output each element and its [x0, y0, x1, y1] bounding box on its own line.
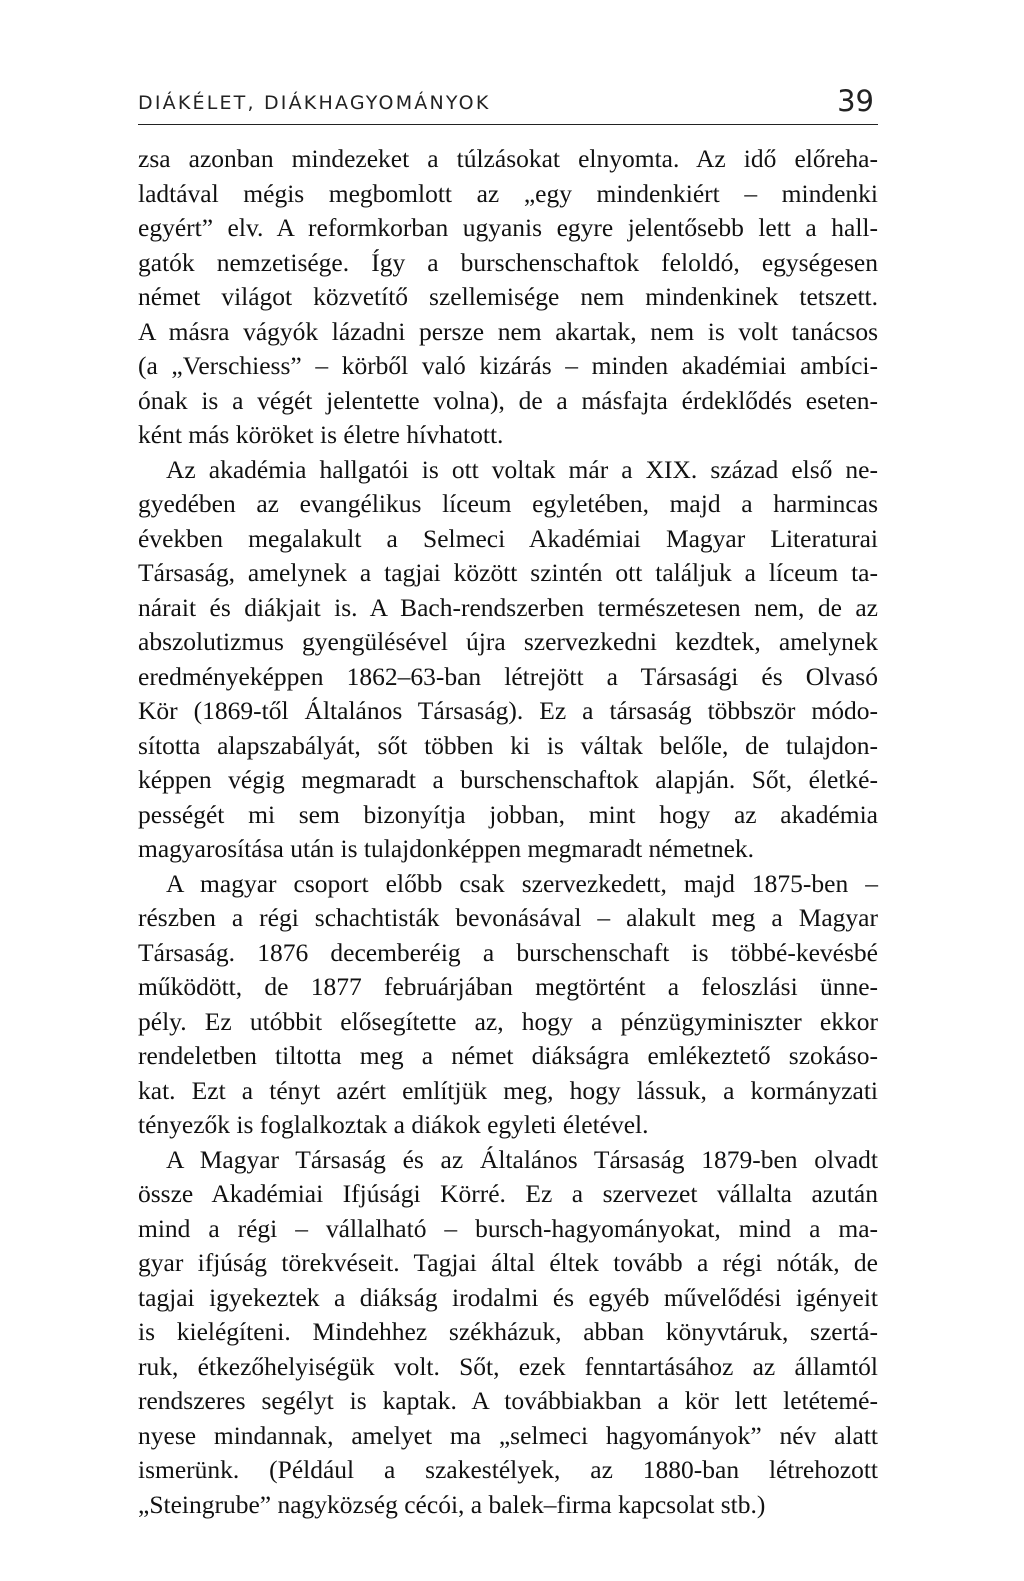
text-line: ladtával mégis megbomlott az „egy mindenkiért – mindenki — [138, 178, 878, 208]
text-line: rendszeres segélyt is kaptak. A továbbiakban a kör lett letétemé- — [138, 1386, 878, 1415]
text-line: ruk, étkezőhelyiségük volt. Sőt, ezek fenntartásához az államtól — [138, 1351, 878, 1381]
text-line: képpen végig megmaradt a burschenschaftok alapján. Sőt, életké- — [138, 765, 878, 794]
text-line: is kielégíteni. Mindehhez székházuk, abban könyvtáruk, szertá- — [138, 1317, 878, 1346]
paragraph — [138, 142, 878, 453]
text-line: német világot közvetítő szellemisége nem mindenkinek tetszett. — [138, 282, 878, 311]
text-line: Társaság, amelynek a tagjai között szintén ott találjuk a líceum ta- — [138, 558, 878, 587]
text-line: A másra vágyók lázadni persze nem akartak, nem is volt tanácsos — [138, 316, 878, 346]
text-line: eredményeképpen 1862–63-ban létrejött a Társasági és Olvasó — [138, 661, 878, 691]
text-line: működött, de 1877 februárjában megtörtént a feloszlási ünne- — [138, 972, 878, 1001]
text-line: ónak is a végét jelentette volna), de a másfajta érdeklődés eseten- — [138, 385, 878, 415]
text-line: magyarosítása után is tulajdonképpen megmaradt németnek. — [138, 834, 755, 863]
text-line: nyese mindannak, amelyet ma „selmeci hagyományok” név alatt — [138, 1420, 878, 1450]
text-line: össze Akadémiai Ifjúsági Körré. Ez a szervezet vállalta azután — [138, 1179, 878, 1208]
text-line: Társaság. 1876 decemberéig a burschenschaft is többé-kevésbé — [138, 937, 878, 967]
text-line: években megalakult a Selmeci Akadémiai Magyar Literaturai — [138, 523, 878, 553]
text-line: tagjai igyekeztek a diákság irodalmi és egyéb művelődési igényeit — [138, 1282, 878, 1312]
running-title: DIÁKÉLET, DIÁKHAGYOMÁNYOK — [138, 92, 491, 114]
text-line: A Magyar Társaság és az Általános Társaság 1879-ben olvadt — [166, 1144, 878, 1174]
text-line: ismerünk. (Például a szakestélyek, az 1880-ban létrehozott — [138, 1455, 878, 1484]
text-line: egyért” elv. A reformkorban ugyanis egyre jelentősebb lett a hall- — [138, 213, 878, 242]
text-line: gatók nemzetisége. Így a burschenschaftok feloldó, egységesen — [138, 247, 878, 277]
text-line: sította alapszabályát, sőt többen ki is váltak belőle, de tulajdon- — [138, 730, 878, 760]
text-line: zsa azonban mindezeket a túlzásokat elnyomta. Az idő előreha- — [138, 144, 878, 173]
text-line: „Steingrube” nagyközség cécói, a balek–firma kapcsolat stb.) — [138, 1489, 766, 1519]
text-line: (a „Verschiess” – körből való kizárás – minden akadémiai ambíci- — [138, 351, 878, 380]
page-number: 39 — [837, 84, 874, 118]
text-line: kat. Ezt a tényt azért említjük meg, hogy lássuk, a kormányzati — [138, 1075, 878, 1105]
text-line: pességét mi sem bizonyítja jobban, mint hogy az akadémia — [138, 799, 878, 829]
text-line: rendeletben tiltotta meg a német diákságra emlékeztető szokáso- — [138, 1041, 878, 1070]
paragraph — [138, 867, 878, 1143]
running-header — [138, 84, 878, 125]
text-line: pély. Ez utóbbit elősegítette az, hogy a pénzügyminiszter ekkor — [138, 1006, 878, 1036]
text-line: gyar ifjúság törekvéseit. Tagjai által éltek tovább a régi nóták, de — [138, 1248, 878, 1277]
text-line: Az akadémia hallgatói is ott voltak már a XIX. század első ne- — [166, 454, 878, 484]
text-line: A magyar csoport előbb csak szervezkedett, majd 1875-ben – — [166, 868, 878, 898]
text-line: tényezők is foglalkoztak a diákok egyleti életével. — [138, 1110, 649, 1139]
text-line: részben a régi schachtisták bevonásával – alakult meg a Magyar — [138, 903, 878, 932]
paragraph — [138, 453, 878, 867]
paragraph — [138, 1143, 878, 1523]
text-line: mind a régi – vállalható – bursch-hagyományokat, mind a ma- — [138, 1213, 878, 1243]
text-line: abszolutizmus gyengülésével újra szervezkedni kezdtek, amelynek — [138, 627, 878, 656]
text-line: nárait és diákjait is. A Bach-rendszerben természetesen nem, de az — [138, 592, 878, 622]
text-line: ként más köröket is életre hívhatott. — [138, 420, 504, 449]
text-line: gyedében az evangélikus líceum egyletében, majd a harmincas — [138, 489, 878, 518]
text-line: Kör (1869-től Általános Társaság). Ez a társaság többször módo- — [138, 696, 878, 725]
body-text — [138, 142, 878, 1522]
